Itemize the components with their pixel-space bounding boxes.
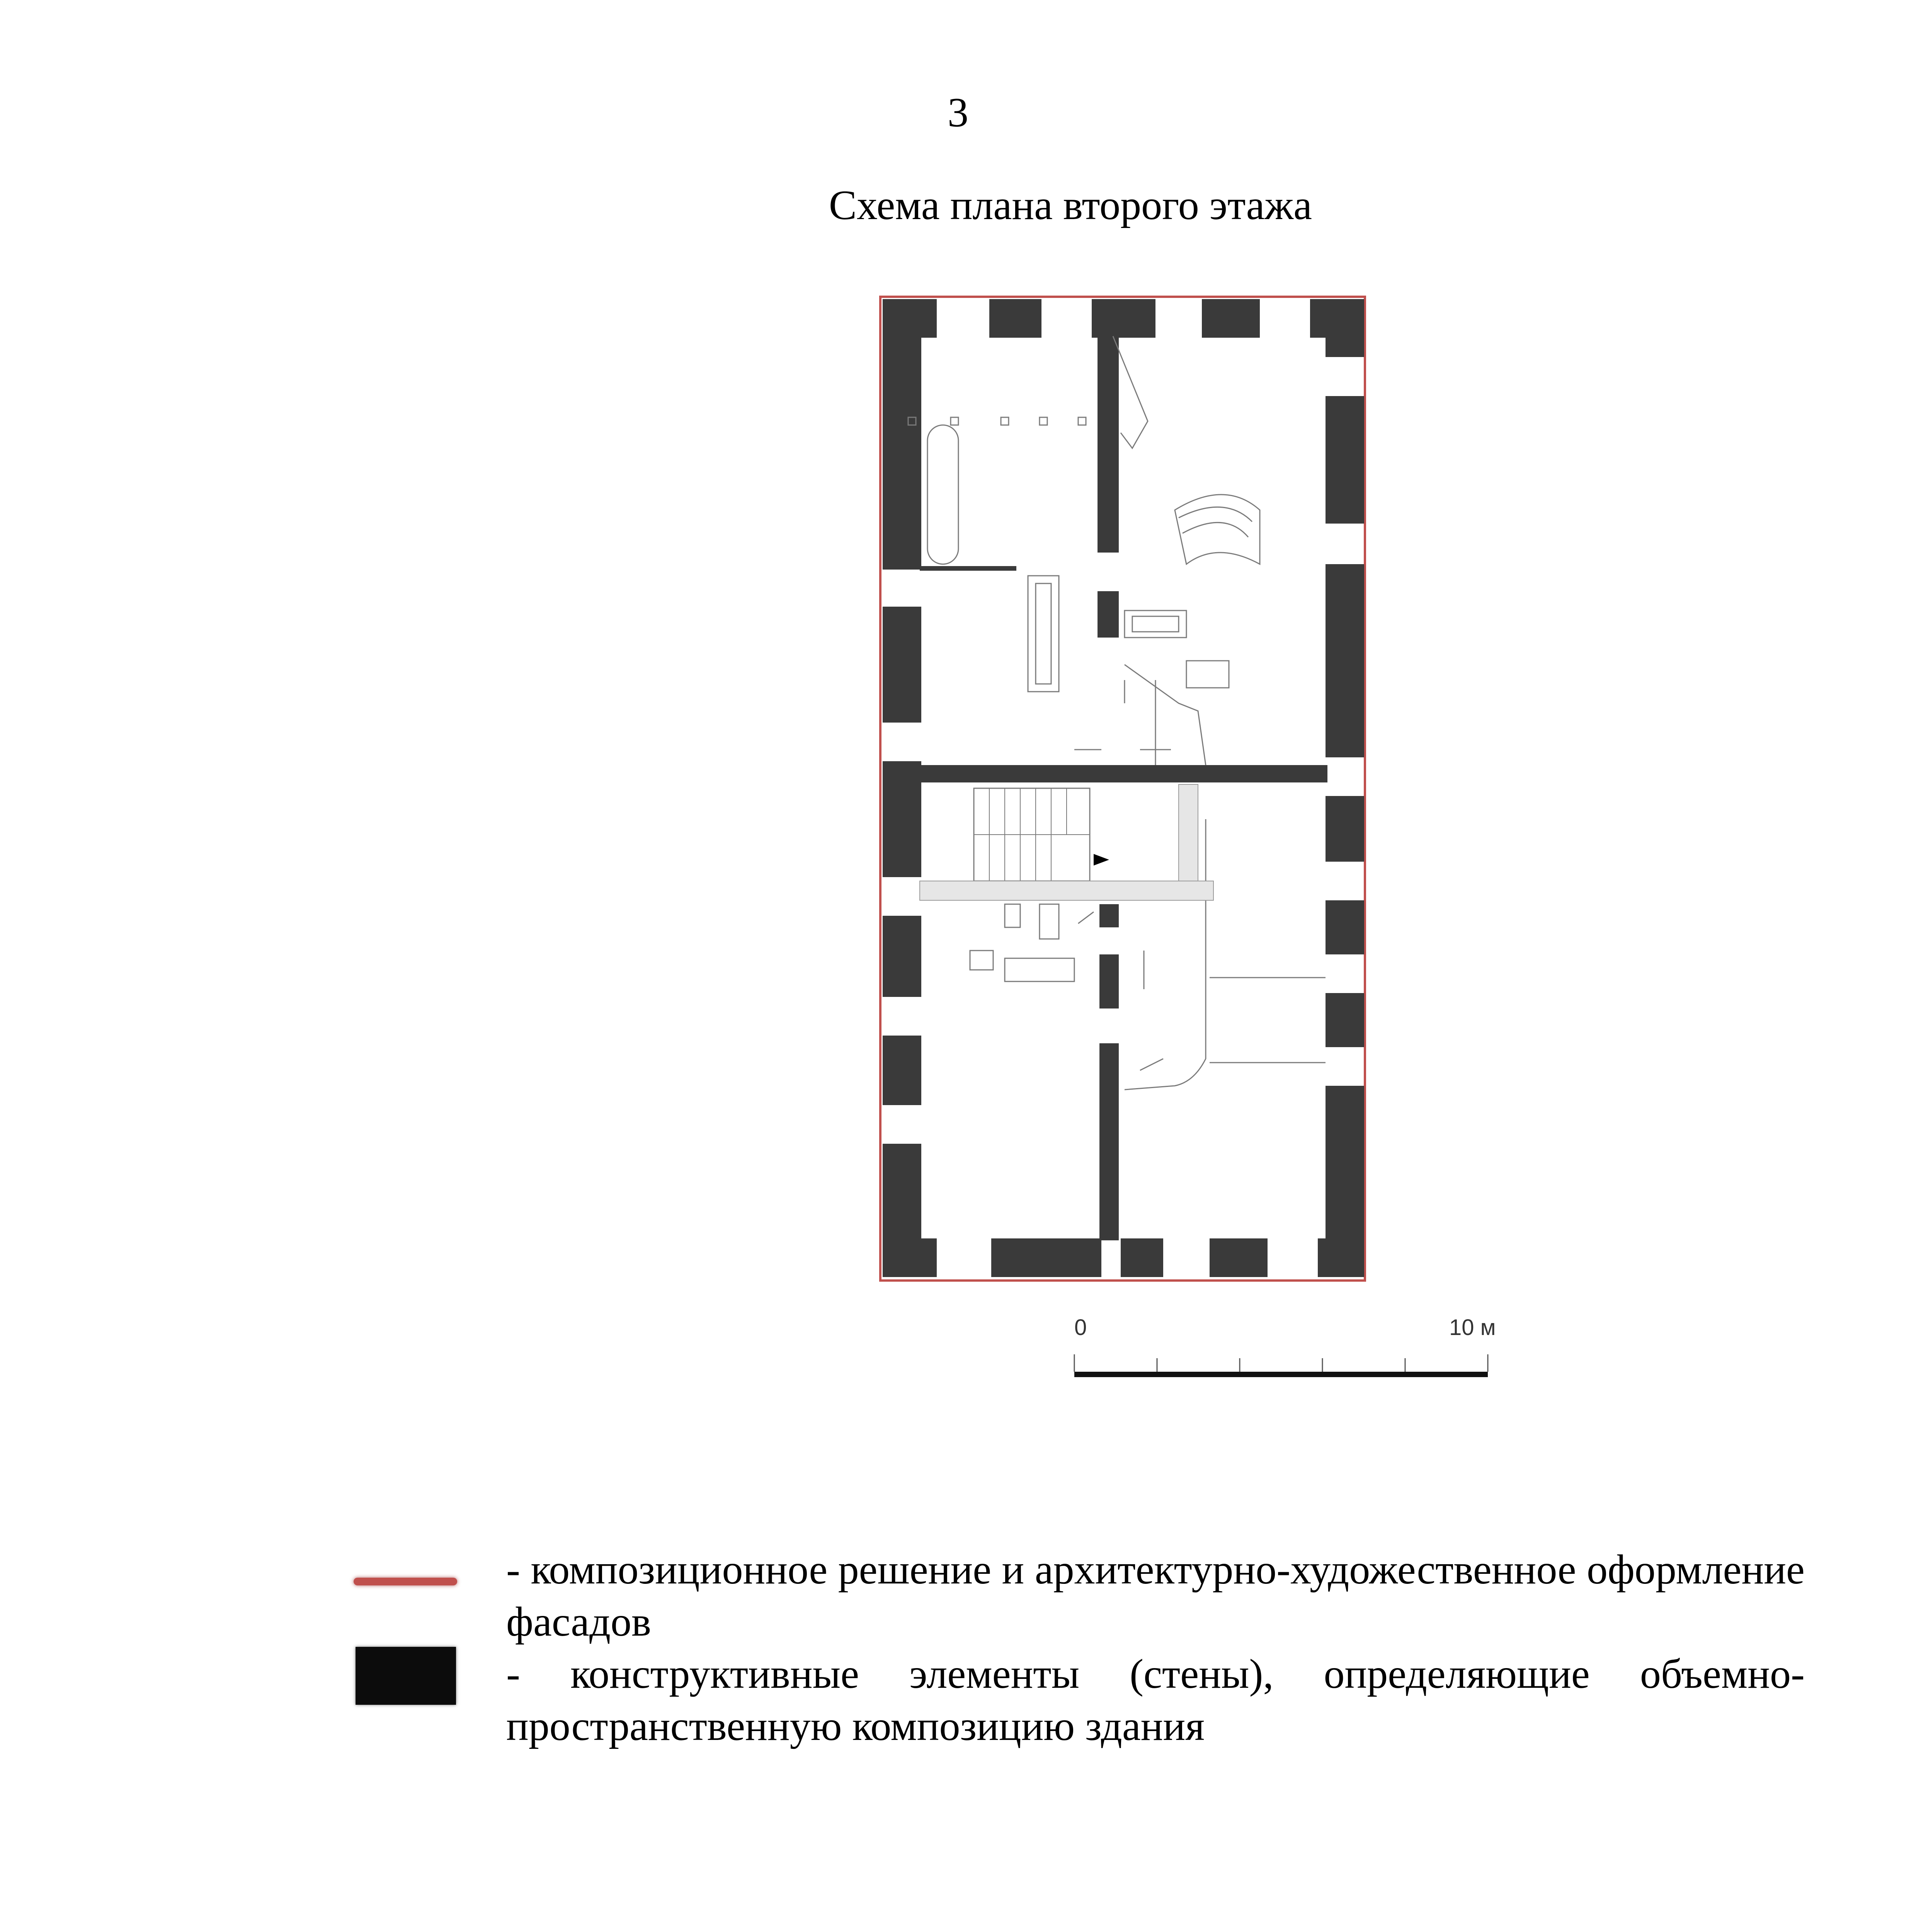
stairwell — [920, 784, 1213, 900]
page-number: 3 — [948, 90, 968, 136]
scale-bar-line — [1074, 1372, 1488, 1377]
scale-start-label: 0 — [1074, 1315, 1087, 1340]
legend-walls-symbol — [356, 1647, 456, 1705]
scale-bar — [1043, 1306, 1530, 1399]
legend-facade-symbol — [354, 1578, 457, 1585]
page-title: Схема плана второго этажа — [829, 182, 1312, 228]
floor-plan — [877, 294, 1368, 1283]
legend-facade-text: - композиционное решение и архитектурно-художественное оформление фасадов — [506, 1547, 1805, 1645]
legend-walls-text: - конструктивные элементы (стены), определяющие объемно-пространственную композицию здания — [506, 1651, 1805, 1749]
walls — [883, 299, 1364, 1277]
scale-end-label: 10 м — [1449, 1315, 1496, 1340]
facade-outline — [880, 297, 1365, 1281]
